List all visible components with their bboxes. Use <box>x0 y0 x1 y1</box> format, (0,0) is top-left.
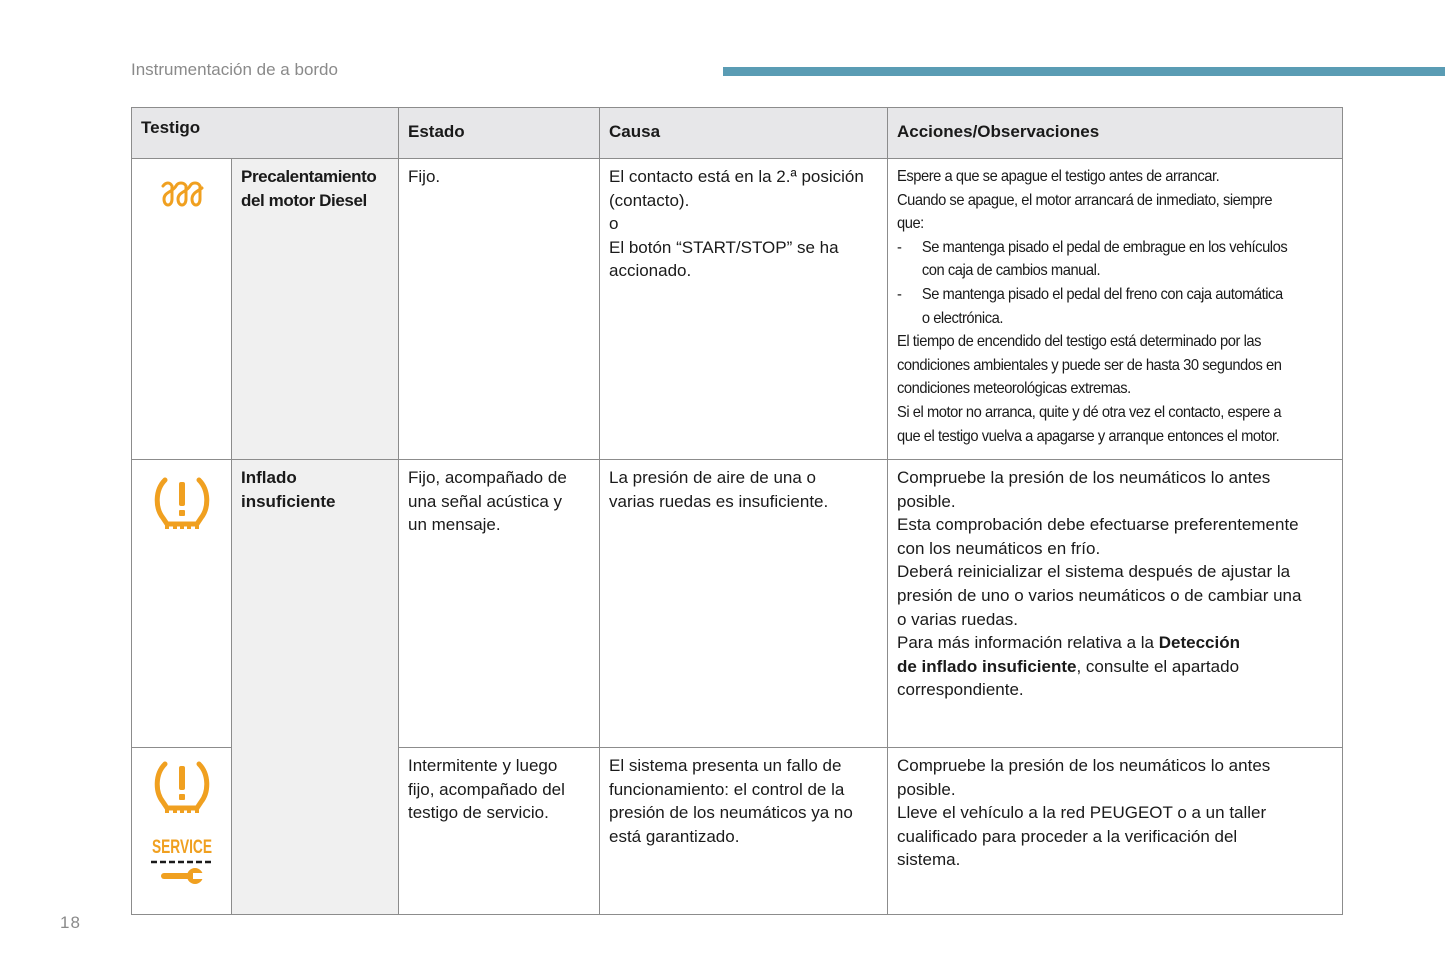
info-link-text: de inflado insuficiente <box>897 656 1077 676</box>
info-text: Para más información relativa a la <box>897 633 1159 653</box>
causa-line: presión de los neumáticos ya no <box>609 803 853 823</box>
acciones-line: Lleve el vehículo a la red PEUGEOT o a un taller <box>897 803 1267 823</box>
warning-name-line: insuficiente <box>241 491 336 511</box>
estado-text: Fijo. <box>408 167 441 186</box>
causa-cell <box>600 460 888 748</box>
causa-line: (contacto). <box>609 190 690 210</box>
table-row <box>132 460 1343 748</box>
estado-line: un mensaje. <box>408 515 501 535</box>
estado-cell <box>399 460 600 748</box>
info-text: , consulte el apartado <box>1076 656 1240 676</box>
estado-cell <box>399 748 600 915</box>
acciones-line: Deberá reinicializar el sistema después de ajustar la <box>897 562 1291 582</box>
causa-line: El contacto está en la 2.ª posición <box>609 167 864 186</box>
warning-lights-table <box>131 107 1343 915</box>
acciones-line: posible. <box>897 491 956 511</box>
glow-plug-icon <box>160 179 204 209</box>
causa-line: El botón “START/STOP” se ha <box>609 237 839 257</box>
acciones-line: con los neumáticos en frío. <box>897 538 1101 558</box>
service-label: SERVICE <box>151 837 212 858</box>
warning-name-line: del motor Diesel <box>241 190 367 210</box>
wrench-icon <box>161 868 205 884</box>
section-title: Instrumentación de a bordo <box>131 60 338 79</box>
acciones-line: condiciones ambientales y puede ser de hasta 30 segundos en <box>897 356 1282 374</box>
acciones-line: posible. <box>897 779 956 799</box>
acciones-line: presión de uno o varios neumáticos o de cambiar una <box>897 585 1302 605</box>
causa-cell <box>600 159 888 460</box>
header-acciones: Acciones/Observaciones <box>888 108 1343 159</box>
estado-line: una señal acústica y <box>408 491 563 511</box>
header-estado: Estado <box>399 108 600 159</box>
acciones-line: Compruebe la presión de los neumáticos lo antes <box>897 468 1271 487</box>
acciones-cell <box>888 460 1343 748</box>
causa-line: o <box>609 214 619 234</box>
acciones-line <box>897 631 1333 655</box>
tyre-pressure-warning-icon <box>153 474 211 532</box>
acciones-cell <box>888 159 1343 460</box>
acciones-line: Si el motor no arranca, quite y dé otra vez el contacto, espere a <box>897 403 1282 421</box>
page-number: 18 <box>60 913 81 932</box>
tyre-pressure-service-icon <box>149 758 215 888</box>
causa-line: varias ruedas es insuficiente. <box>609 491 829 511</box>
acciones-line: que el testigo vuelva a apagarse y arranque entonces el motor. <box>897 427 1280 445</box>
causa-line: está garantizado. <box>609 826 740 846</box>
acciones-line: cualificado para proceder a la verificación del <box>897 826 1238 846</box>
acciones-line: Espere a que se apague el testigo antes de arrancar. <box>897 168 1220 185</box>
acciones-line: Se mantenga pisado el pedal del freno con caja automática <box>921 285 1283 303</box>
acciones-line: que: <box>897 215 924 233</box>
bullet-dash: - <box>897 238 902 256</box>
acciones-line: con caja de cambios manual. <box>921 262 1101 280</box>
acciones-line: condiciones meteorológicas extremas. <box>897 380 1131 398</box>
icon-cell <box>132 460 232 748</box>
bullet-dash: - <box>897 285 902 303</box>
estado-cell <box>399 159 600 460</box>
causa-line: funcionamiento: el control de la <box>609 779 845 799</box>
acciones-text <box>897 165 1329 448</box>
acciones-line: correspondiente. <box>897 680 1024 700</box>
acciones-line: Compruebe la presión de los neumáticos lo antes <box>897 756 1271 775</box>
acciones-cell <box>888 748 1343 915</box>
acciones-line <box>897 655 1333 679</box>
header-accent-bar <box>723 67 1445 76</box>
acciones-line: o varias ruedas. <box>897 609 1018 629</box>
acciones-line: Cuando se apague, el motor arrancará de inmediato, siempre <box>897 191 1273 209</box>
estado-line: testigo de servicio. <box>408 803 549 823</box>
causa-line: accionado. <box>609 261 692 281</box>
info-link-text: Detección <box>1158 633 1240 653</box>
header-testigo: Testigo <box>132 108 399 159</box>
acciones-line: sistema. <box>897 850 961 870</box>
acciones-line: Esta comprobación debe efectuarse preferentemente <box>897 515 1299 535</box>
table-row <box>132 159 1343 460</box>
warning-name-cell <box>232 460 399 915</box>
list-item <box>897 236 1329 283</box>
estado-line: fijo, acompañado del <box>408 779 565 799</box>
causa-line: La presión de aire de una o <box>609 468 816 487</box>
warning-name-line: Inflado <box>241 468 297 487</box>
icon-cell <box>132 748 232 915</box>
list-item <box>897 283 1329 330</box>
acciones-line: El tiempo de encendido del testigo está determinado por las <box>897 333 1262 351</box>
acciones-line: o electrónica. <box>921 309 1003 327</box>
causa-line: El sistema presenta un fallo de <box>609 756 842 775</box>
warning-name-line: Precalentamiento <box>241 167 377 186</box>
acciones-line: Se mantenga pisado el pedal de embrague en los vehículos <box>921 238 1288 256</box>
header-causa: Causa <box>600 108 888 159</box>
causa-cell <box>600 748 888 915</box>
estado-line: Intermitente y luego <box>408 756 558 775</box>
warning-name-cell <box>232 159 399 460</box>
estado-line: Fijo, acompañado de <box>408 468 567 487</box>
icon-cell <box>132 159 232 460</box>
